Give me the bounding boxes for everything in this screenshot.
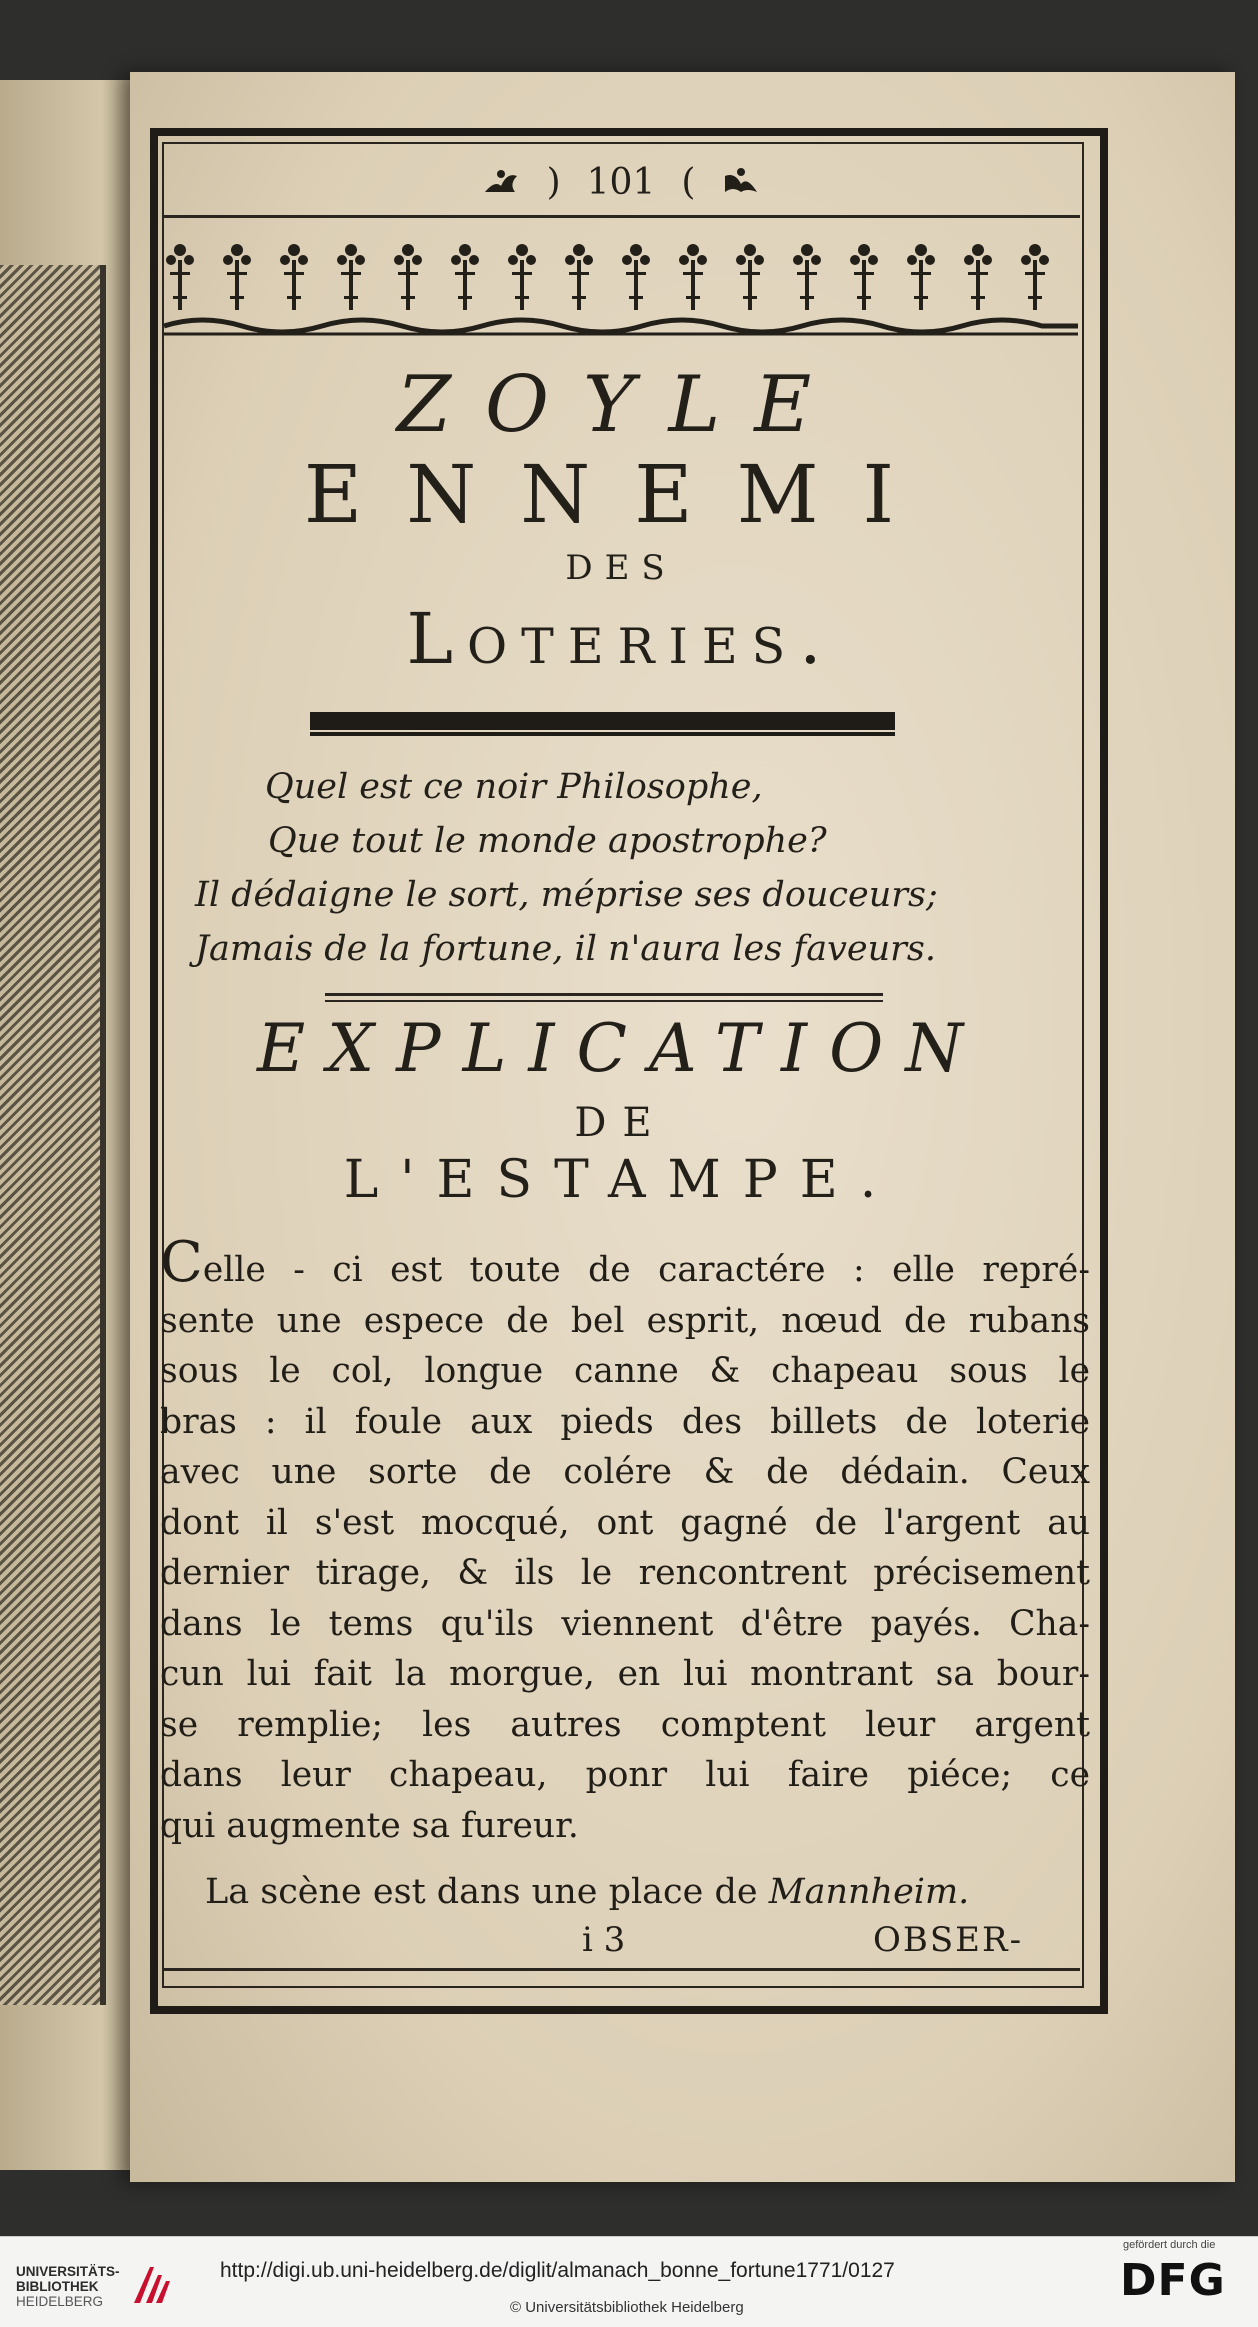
body-line: avec une sorte de colére & de dédain. Ceux (160, 1452, 1090, 1492)
closing-line (205, 1872, 1090, 1912)
body-line: sous le col, longue canne & chapeau sous le (160, 1351, 1090, 1391)
verse-line-4: Jamais de la fortune, il n'aura les faveurs. (195, 929, 936, 969)
body-line: sente une espece de bel esprit, nœud de rubans (160, 1300, 1090, 1341)
section-title-line-2: DE (574, 1100, 668, 1146)
facing-page (0, 80, 145, 2170)
engraving-plate (0, 265, 106, 2005)
body-line: se remplie; les autres comptent leur argent (160, 1704, 1090, 1745)
body-line: Celle - ci est toute de caractére : elle repré- (160, 1230, 1090, 1295)
body-line: dans leur chapeau, ponr lui faire piéce; ce (160, 1755, 1090, 1795)
body-line: dans le tems qu'ils viennent d'être payés. Cha- (160, 1603, 1090, 1644)
verse-divider-thin (325, 1000, 883, 1002)
signature-mark: i 3 (582, 1920, 626, 1960)
verse-line-2: Que tout le monde apostrophe? (268, 821, 827, 861)
permalink-url[interactable]: http://digi.ub.uni-heidelberg.de/diglit/almanach_bonne_fortune1771/0127 (220, 2259, 895, 2282)
title-line-2: ENNEMI (303, 448, 939, 541)
page-number: 101 (586, 161, 656, 203)
funder-note: gefördert durch die (1123, 2239, 1216, 2251)
running-header (162, 152, 1080, 212)
floral-ornament-band (162, 230, 1080, 345)
fleuron-left-icon (481, 162, 521, 202)
title-line-4: Loteries. (406, 598, 836, 680)
verse-line-3: Il dédaigne le sort, méprise ses douceurs; (195, 875, 938, 915)
explanation-paragraph (160, 1230, 1090, 1851)
closing-text: La scène est dans une place de (205, 1872, 769, 1912)
body-line: cun lui fait la morgue, en lui montrant sa bour- (160, 1654, 1090, 1694)
library-name-3: HEIDELBERG (16, 2294, 104, 2309)
copyright-notice: © Universitätsbibliothek Heidelberg (510, 2299, 744, 2316)
library-name-2: BIBLIOTHEK (16, 2279, 99, 2294)
body-line: bras : il foule aux pieds des billets de loterie (160, 1401, 1090, 1442)
verse-divider (325, 993, 883, 996)
title-line-1: ZOYLE (396, 360, 846, 450)
section-title-line-1: EXPLICATION (257, 1010, 985, 1087)
viewer-footer (0, 2236, 1258, 2327)
header-paren-left: ) (546, 161, 561, 203)
title-line-3: DES (565, 548, 677, 588)
body-line: dont il s'est mocqué, ont gagné de l'argent au (160, 1502, 1090, 1543)
verse-line-1: Quel est ce noir Philosophe, (265, 767, 763, 807)
library-name-1: UNIVERSITÄTS- (16, 2264, 120, 2279)
header-rule (162, 215, 1080, 218)
body-line: dernier tirage, & ils le rencontrent précisement (160, 1553, 1090, 1593)
library-logo-icon[interactable] (128, 2263, 174, 2309)
catchword: OBSER- (873, 1920, 1024, 1960)
drop-cap: C (160, 1230, 203, 1295)
closing-place: Mannheim. (768, 1872, 970, 1912)
body-line: qui augmente sa fureur. (160, 1805, 579, 1846)
footer-rule (162, 1968, 1080, 1971)
title-divider (310, 712, 895, 730)
fleuron-right-icon (721, 162, 761, 202)
header-paren-right: ( (681, 161, 696, 203)
library-logo-text[interactable] (16, 2264, 120, 2309)
section-title-line-3: L'ESTAMPE. (343, 1150, 899, 1210)
dfg-logo[interactable]: DFG (1120, 2255, 1226, 2306)
